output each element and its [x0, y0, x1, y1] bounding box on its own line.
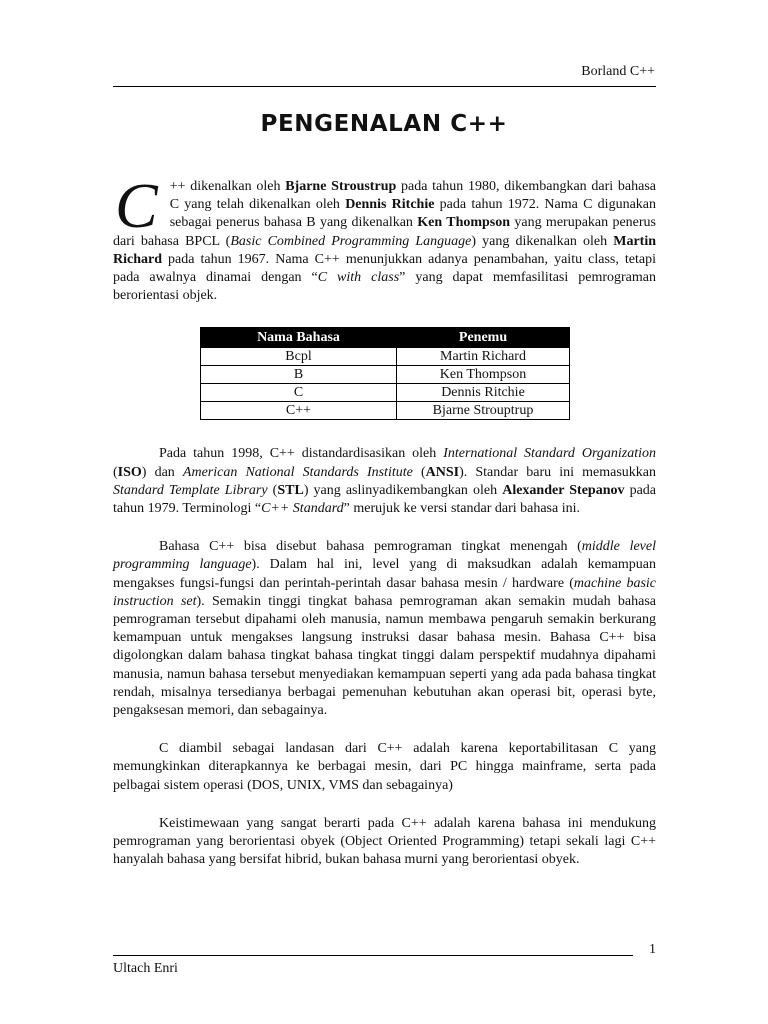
table-cell: Bcpl [201, 348, 397, 366]
abbr-ansi: ANSI [425, 464, 460, 480]
text-run: ( [113, 464, 118, 480]
table-cell: B [201, 366, 397, 384]
text-run: pada tahun 1967. Nama C++ menunjukkan adanya penambahan, yaitu class, tetapi pada awalnya dinamai dengan “ [113, 251, 656, 286]
text-run: Pada tahun 1998, C++ distandardisasikan oleh [159, 446, 444, 462]
middle-level-term: middle level programming language [113, 539, 656, 573]
footer-author: Ultach Enri [113, 961, 178, 976]
table-header-row [201, 328, 570, 348]
name-bjarne: Bjarne Stroustrup [285, 179, 397, 194]
table-cell: Dennis Ritchie [397, 384, 570, 402]
header-divider [113, 86, 656, 87]
table-cell: Bjarne Strouptrup [397, 402, 570, 420]
paragraph-standardization [113, 445, 656, 518]
table-row [201, 366, 570, 384]
org-ansi-name: American National Standards Institute [182, 464, 413, 480]
text-run: ) yang aslinyadikembangkan oleh [303, 482, 503, 498]
table-row [201, 348, 570, 366]
text-run: ++ dikenalkan oleh [169, 179, 286, 194]
page-title: PENGENALAN C++ [260, 111, 508, 137]
document-body [113, 170, 657, 869]
footer-divider [113, 955, 633, 956]
abbr-stl: STL [277, 482, 304, 498]
stl-name: Standard Template Library [113, 482, 268, 498]
language-table [200, 327, 570, 420]
text-run: Bahasa C++ bisa disebut bahasa pemrograman tingkat menengah ( [159, 539, 582, 555]
text-run: ) yang dikenalkan oleh [471, 233, 614, 249]
name-ken: Ken Thompson [417, 215, 511, 231]
paragraph-portability: C diambil sebagai landasan dari C++ adalah karena keportabilitasan C yang memungkinkan diterapkannya ke berbagai mesin, dari PC hingga mainframe, serta pada pelbagai sistem operasi (DOS, UNIX, VMS dan sebagainya) [113, 741, 656, 793]
column-header: Nama Bahasa [201, 328, 397, 348]
machine-instruction-term: machine basic instruction set [113, 575, 656, 609]
table-cell: C [201, 384, 397, 402]
text-run: yang merupakan penerus dari bahasa BPCL ( [113, 215, 656, 249]
running-header: Borland C++ [581, 64, 655, 79]
name-martin: Martin Richard [113, 233, 657, 267]
text-run: pada tahun 1980, dikembangkan dari bahasa C yang telah dikenalkan oleh [169, 179, 656, 213]
text-run: ” yang dapat memfasilitasi pemrograman berorientasi objek. [113, 270, 656, 304]
org-iso-name: International Standard Organization [443, 446, 656, 462]
paragraph-middle-level [113, 538, 656, 720]
name-stepanov: Alexander Stepanov [502, 482, 625, 498]
table-row [201, 402, 570, 420]
bcpl-expansion: Basic Combined Programming Language [230, 233, 472, 249]
text-run: pada tahun 1979. Terminologi “ [113, 482, 656, 517]
text-run: ). Semakin tinggi tingkat bahasa pemrograman akan semakin mudah bahasa pemrograman tersebut dipahami oleh manusia, namun membawa pengaruh semakin berkurang kemampuan untuk mengakses langsung instruksi dasar bahasa mesin. Bahasa C++ bisa digolongkan dalam bahasa tingkat bahasa tingkat tinggi dalam perspektif mudahnya dipahami manusia, namun bahasa tersebut menyediakan kemampuan seperti yang ada pada bahasa tingkat rendah, misalnya tersedianya berbagai pemenuhan kebutuhan akan operasi bit, operasi byte, pengaksesan memori, dan sebagainya. [113, 593, 656, 719]
paragraph-oop: Keistimewaan yang sangat berarti pada C++ adalah karena bahasa ini mendukung pemrograman yang berorientasi obyek (Object Oriented Programming) tetapi sekali lagi C++ hanyalah bahasa yang bersifat hibrid, bukan bahasa murni yang berorientasi obyek. [113, 815, 656, 868]
drop-cap: C [115, 170, 158, 241]
table-row [201, 384, 570, 402]
column-header: Penemu [397, 328, 570, 348]
text-run: pada tahun 1972. Nama C digunakan sebagai penerus bahasa B yang dikenalkan [169, 197, 656, 231]
table-cell: C++ [201, 402, 397, 420]
abbr-iso: ISO [117, 464, 142, 480]
table-cell: Martin Richard [397, 348, 570, 366]
text-run: ) dan [141, 464, 183, 480]
text-run: ” merujuk ke versi standar dari bahasa ini. [343, 501, 580, 517]
table-cell: Ken Thompson [397, 366, 570, 384]
text-run: ). Dalam hal ini, level yang di maksudkan adalah kemampuan mengakses fungsi-fungsi dan perintah-perintah dasar bahasa mesin / hardware ( [113, 557, 657, 591]
text-run: ( [412, 464, 426, 480]
text-run: ). Standar baru ini memasukkan [459, 464, 656, 480]
page-number: 1 [649, 942, 656, 957]
cpp-standard: C++ Standard [261, 501, 344, 517]
c-with-class: C with class [317, 270, 400, 286]
name-dennis: Dennis Ritchie [345, 197, 435, 213]
text-run: ( [267, 482, 278, 498]
intro-paragraph [113, 170, 657, 305]
